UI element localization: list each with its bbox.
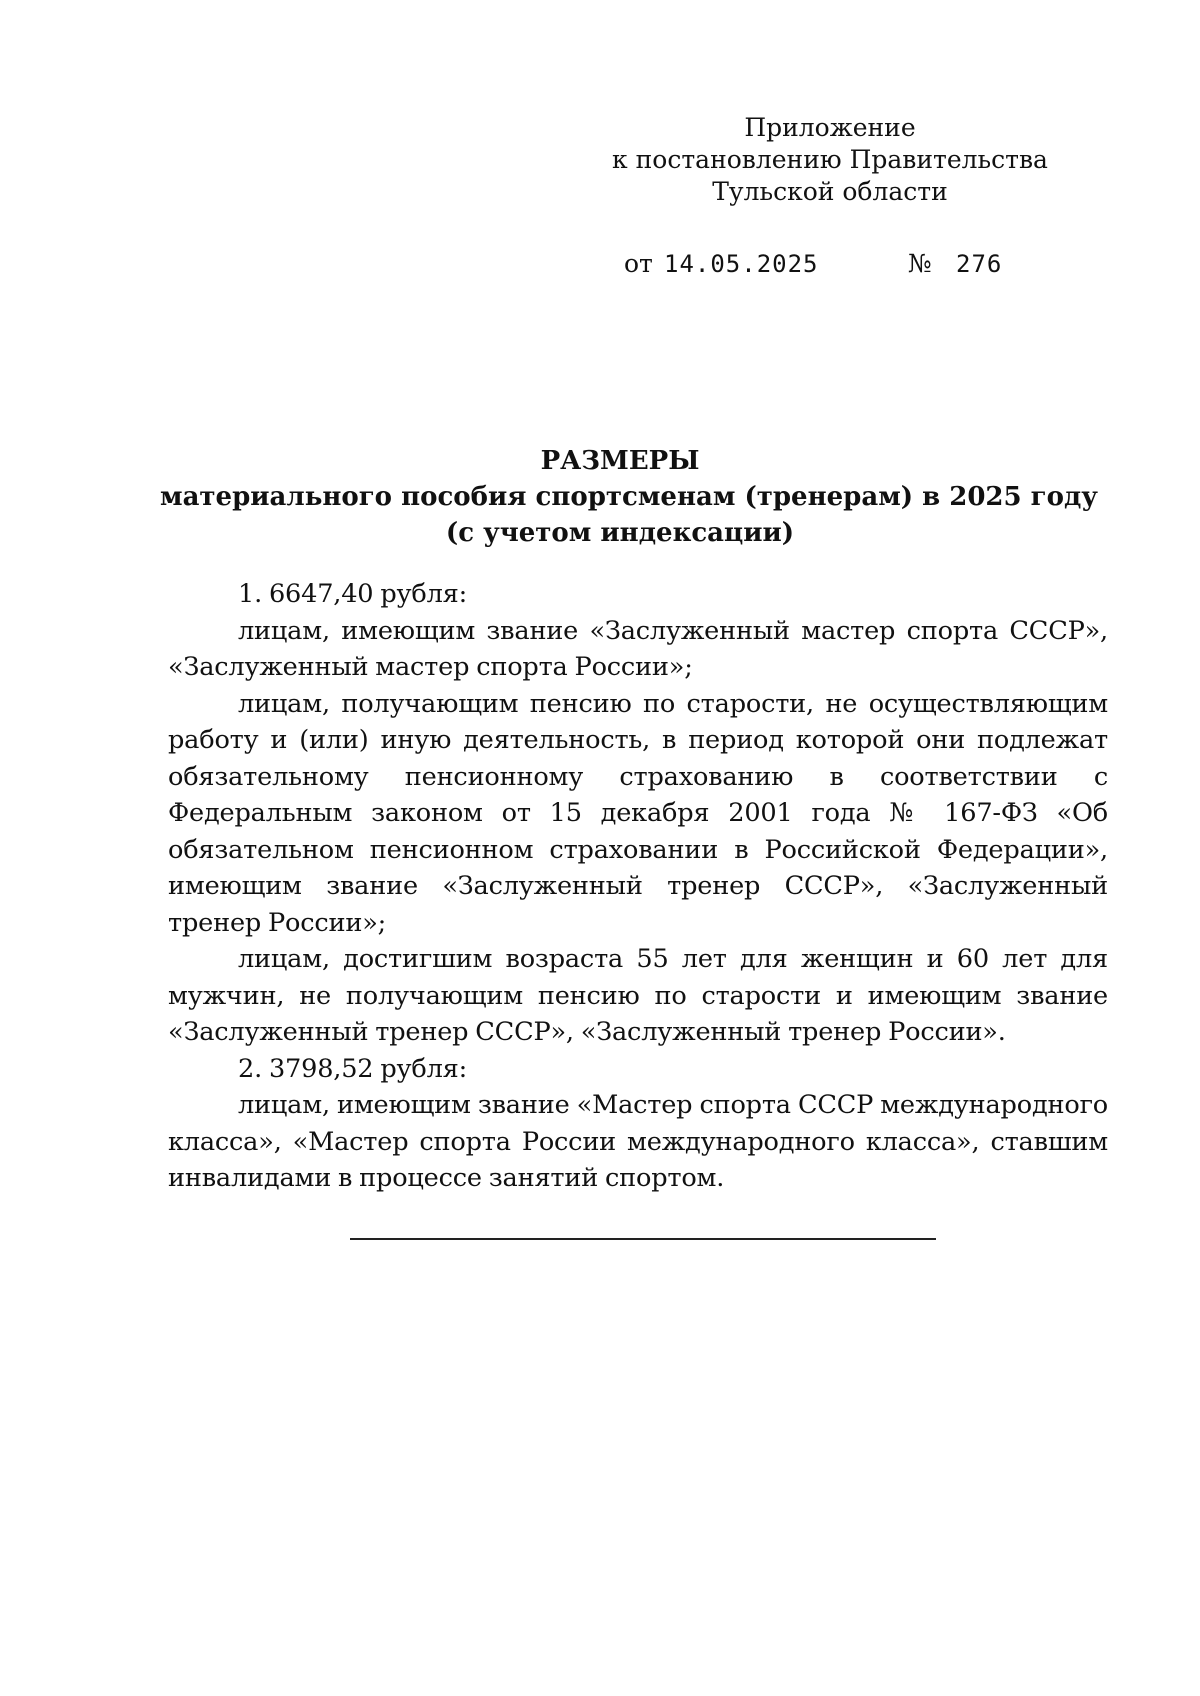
end-of-document-line xyxy=(350,1238,936,1240)
decree-date: 14.05.2025 xyxy=(664,250,819,278)
appendix-region: Тульской области xyxy=(712,177,948,206)
item-1-recipients-masters: лицам, имеющим звание «Заслуженный мастер спорта СССР», «Заслуженный мастер спорта России»; xyxy=(168,615,1108,682)
document-body xyxy=(168,576,1108,1197)
item-2-recipients: лицам, имеющим звание «Мастер спорта СССР международного класса», «Мастер спорта России международного класса», ставшим инвалидами в процессе занятий спортом. xyxy=(168,1090,1108,1193)
decree-number: 276 xyxy=(956,250,1003,278)
document-title: РАЗМЕРЫ xyxy=(540,446,700,476)
document-subtitle-line1: материального пособия спортсменам (тренерам) в 2025 году xyxy=(160,482,1098,512)
decree-date-prefix: от xyxy=(624,249,653,278)
document-heading xyxy=(160,443,1098,551)
item-2-amount: 2. 3798,52 рубля: xyxy=(238,1053,468,1084)
appendix-title: Приложение xyxy=(744,113,916,142)
item-1-amount: 1. 6647,40 рубля: xyxy=(238,579,468,609)
appendix-reference: к постановлению Правительства xyxy=(612,145,1048,174)
appendix-caption xyxy=(600,112,1060,208)
item-1-recipients-age: лицам, достигшим возраста 55 лет для женщин и 60 лет для мужчин, не получающим пенсию по старости и имеющим звание «Заслуженный тренер СССР», «Заслуженный тренер России». xyxy=(168,944,1108,1047)
item-1-recipients-pensioners: лицам, получающим пенсию по старости, не осуществляющим работу и (или) иную деятельность, в период которой они подлежат обязательному пенсионному страхованию в соответствии с Федеральным законом от 15 декабря 2001 года № 167-ФЗ «Об обязательном пенсионном страховании в Российской Федерации», имеющим звание «Заслуженный тренер СССР», «Заслуженный тренер России»; xyxy=(168,688,1108,938)
document-subtitle-line2: (с учетом индексации) xyxy=(445,518,795,548)
decree-number-sign: № xyxy=(908,249,932,278)
